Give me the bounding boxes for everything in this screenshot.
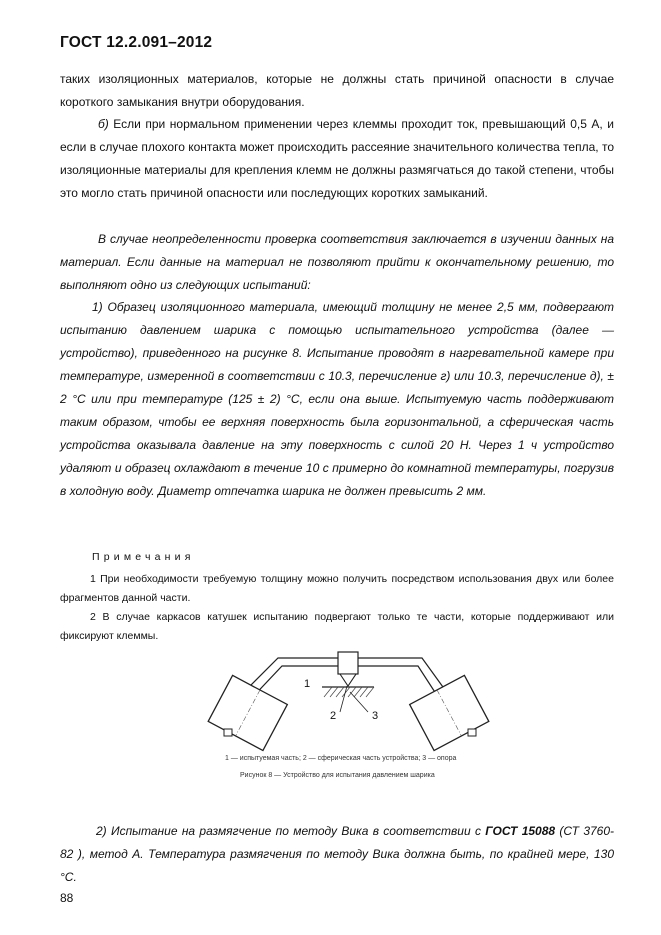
note-2: 2 В случае каркасов катушек испытанию подвергают только те части, которые поддерживают или фиксируют клеммы.	[60, 611, 614, 642]
item-label-b: б)	[98, 117, 109, 131]
paragraph-test-2-lead: 2) Испытание на размягчение по методу Вика в соответствии с	[96, 824, 486, 838]
figure-label-2: 2	[330, 710, 337, 722]
leader-2	[340, 686, 347, 712]
page-number: 88	[60, 891, 74, 905]
paragraph-test-2	[60, 820, 614, 889]
figure-legend: 1 — испытуемая часть; 2 — сферическая часть устройства; 3 — опора	[225, 755, 457, 762]
figure-caption: Рисунок 8 — Устройство для испытания давлением шарика	[240, 772, 435, 779]
note-1: 1 При необходимости требуемую толщину можно получить посредством использования двух или более фрагментов данной части.	[60, 573, 614, 604]
ball-tip	[340, 674, 356, 686]
standard-reference: ГОСТ 15088	[485, 824, 556, 838]
ball-holder	[338, 652, 358, 674]
page-header: ГОСТ 12.2.091–2012	[60, 34, 213, 51]
notes-heading: Примечания	[92, 551, 195, 563]
ball-pressure-apparatus-drawing	[200, 646, 500, 791]
right-nut	[468, 729, 476, 736]
paragraph-b-text: Если при нормальном применении через клеммы проходит ток, превышающий 0,5 А, и если в случае плохого контакта может происходить рассеяние значительного количества тепла, то изоляционные материалы для крепления клемм не должны размягчаться до такой степени, чтобы это могло стать причиной опасности или последующих коротких замыканий.	[60, 117, 614, 200]
paragraph-uncertainty: В случае неопределенности проверка соответствия заключается в изучении данных на материал. Если данные на материал не позволяют прийти к окончательному решению, то выполняют одно из следующих испытаний:	[60, 232, 614, 292]
paragraph-test-1: 1) Образец изоляционного материала, имеющий толщину не менее 2,5 мм, подвергают испытанию давлением шарика с помощью испытательного устройства (далее — устройство), приведенного на рисунке 8. Испытание проводят в нагревательной камере при температуре, измеренной в соответствии с 10.3, перечисление г) или 10.3, перечисление д), ± 2 °С или при температуре (125 ± 2) °С, если она выше. Испытуемую часть поддерживают таким образом, чтобы ее верхняя поверхность была горизонтальной, а сферическая часть устройства оказывала давление на эту поверхность с силой 20 Н. Через 1 ч устройство удаляют и образец охлаждают в течение 10 с примерно до комнатной температуры, погрузив в холодную воду. Диаметр отпечатка шарика не должен превысить 2 мм.	[60, 300, 614, 498]
paragraph-continuation: таких изоляционных материалов, которые не должны стать причиной опасности в случае короткого замыкания внутри оборудования.	[60, 72, 614, 109]
paragraph-test-2-tail: (СТ 3760-82 ), метод А. Температура размягчения по методу Вика должна быть, по крайней мере, 130 °С.	[60, 824, 615, 884]
leader-3	[350, 692, 368, 712]
support-hatch	[324, 687, 374, 697]
figure-8	[200, 646, 500, 791]
figure-label-3: 3	[372, 710, 379, 722]
paragraph-b	[60, 113, 614, 205]
right-weight	[410, 675, 489, 750]
figure-label-1: 1	[304, 678, 311, 690]
left-weight	[208, 675, 287, 750]
left-nut	[224, 729, 232, 736]
